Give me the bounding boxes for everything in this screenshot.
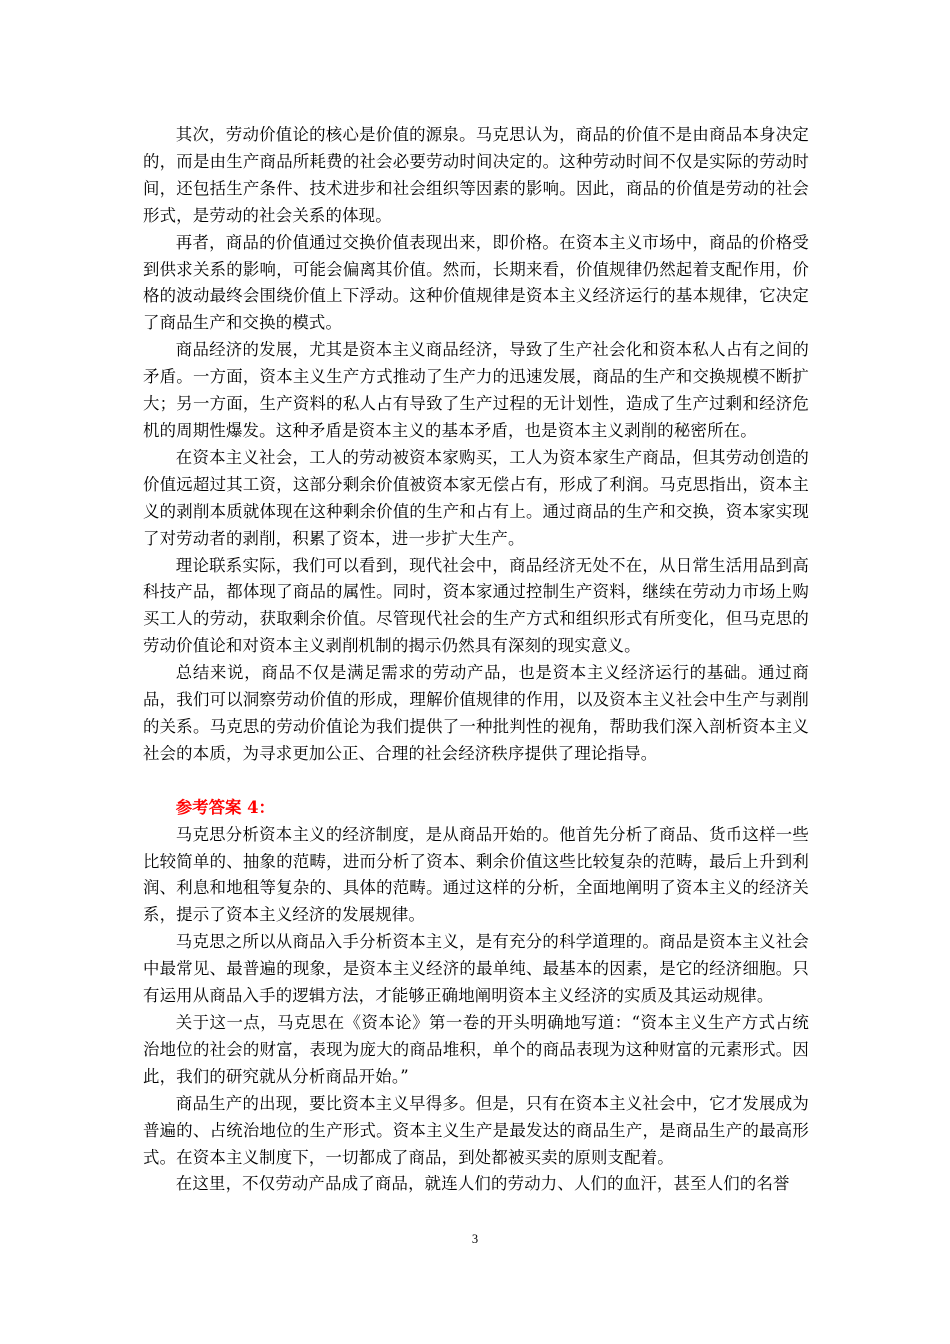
paragraph: 再者，商品的价值通过交换价值表现出来，即价格。在资本主义市场中，商品的价格受到供求关系的影响，可能会偏离其价值。然而，长期来看，价值规律仍然起着支配作用，价格的波动最终会围绕价值上下浮动。这种价值规律是资本主义经济运行的基本规律，它决定了商品生产和交换的模式。 xyxy=(143,232,809,333)
page-body xyxy=(143,122,809,1198)
paragraph: 商品经济的发展，尤其是资本主义商品经济，导致了生产社会化和资本私人占有之间的矛盾。一方面，资本主义生产方式推动了生产力的迅速发展，商品的生产和交换规模不断扩大；另一方面，生产资料的私人占有导致了生产过程的无计划性，造成了生产过剩和经济危机的周期性爆发。这种矛盾是资本主义的基本矛盾，也是资本主义剥削的秘密所在。 xyxy=(143,340,809,440)
paragraph: 在资本主义社会，工人的劳动被资本家购买，工人为资本家生产商品，但其劳动创造的价值远超过其工资，这部分剩余价值被资本家无偿占有，形成了利润。马克思指出，资本主义的剥削本质就体现在这种剩余价值的生产和占有上。通过商品的生产和交换，资本家实现了对劳动者的剥削，积累了资本，进一步扩大生产。 xyxy=(143,447,809,548)
page-number: 3 xyxy=(471,1232,479,1246)
paragraph: 商品生产的出现，要比资本主义早得多。但是，只有在资本主义社会中，它才发展成为普遍的、占统治地位的生产形式。资本主义生产是最发达的商品生产，是商品生产的最高形式。在资本主义制度下，一切都成了商品，到处都被买卖的原则支配着。 xyxy=(143,1093,809,1167)
paragraph: 关于这一点，马克思在《资本论》第一卷的开头明确地写道：“资本主义生产方式占统治地位的社会的财富，表现为庞大的商品堆积，单个的商品表现为这种财富的元素形式。因此，我们的研究就从分析商品开始。” xyxy=(143,1013,809,1086)
paragraph: 理论联系实际，我们可以看到，现代社会中，商品经济无处不在，从日常生活用品到高科技产品，都体现了商品的属性。同时，资本家通过控制生产资料，继续在劳动力市场上购买工人的劳动，获取剩余价值。尽管现代社会的生产方式和组织形式有所变化，但马克思的劳动价值论和对资本主义剥削机制的揭示仍然具有深刻的现实意义。 xyxy=(143,555,809,656)
paragraph: 马克思分析资本主义的经济制度，是从商品开始的。他首先分析了商品、货币这样一些比较简单的、抽象的范畴，进而分析了资本、剩余价值这些比较复杂的范畴，最后上升到利润、利息和地租等复杂的、具体的范畴。通过这样的分析，全面地阐明了资本主义的经济关系，提示了资本主义经济的发展规律。 xyxy=(143,824,809,925)
paragraph: 其次，劳动价值论的核心是价值的源泉。马克思认为，商品的价值不是由商品本身决定的，而是由生产商品所耗费的社会必要劳动时间决定的。这种劳动时间不仅是实际的劳动时间，还包括生产条件、技术进步和社会组织等因素的影响。因此，商品的价值是劳动的社会形式，是劳动的社会关系的体现。 xyxy=(143,125,809,225)
paragraph: 马克思之所以从商品入手分析资本主义，是有充分的科学道理的。商品是资本主义社会中最常见、最普遍的现象，是资本主义经济的最单纯、最基本的因素，是它的经济细胞。只有运用从商品入手的逻辑方法，才能够正确地阐明资本主义经济的实质及其运动规律。 xyxy=(143,932,809,1006)
paragraph: 总结来说，商品不仅是满足需求的劳动产品，也是资本主义经济运行的基础。通过商品，我们可以洞察劳动价值的形成，理解价值规律的作用，以及资本主义社会中生产与剥削的关系。马克思的劳动价值论为我们提供了一种批判性的视角，帮助我们深入剖析资本主义社会的本质，为寻求更加公正、合理的社会经济秩序提供了理论指导。 xyxy=(143,663,809,763)
answer-heading: 参考答案 4： xyxy=(175,797,275,817)
paragraph: 在这里，不仅劳动产品成了商品，就连人们的劳动力、人们的血汗，甚至人们的名誉 xyxy=(175,1174,790,1194)
